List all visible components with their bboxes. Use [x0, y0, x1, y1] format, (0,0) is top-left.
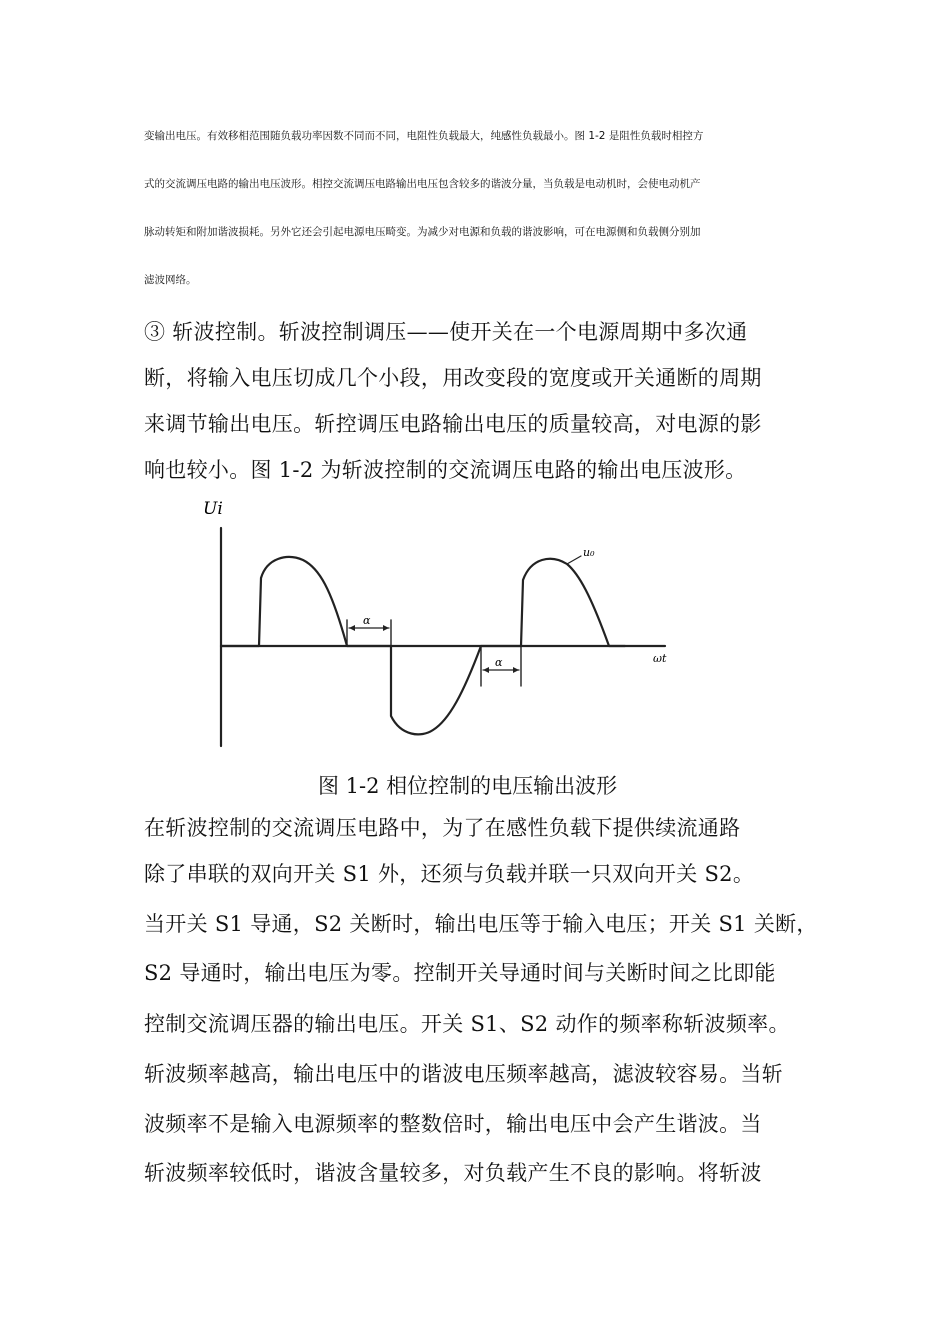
top-paragraph-line: 滤波网络。 [144, 274, 197, 286]
arrow-head [349, 625, 355, 631]
arrow-head [513, 667, 519, 673]
figure-caption: 图 1-2 相位控制的电压输出波形 [318, 774, 618, 798]
body-paragraph-line: 控制交流调压器的输出电压。开关 S1、S2 动作的频率称斩波频率。 [144, 1012, 790, 1036]
top-paragraph-line: 脉动转矩和附加谐波损耗。另外它还会引起电源电压畸变。为减少对电源和负载的谐波影响，可在电源侧和负载侧分别加 [144, 226, 701, 238]
y-axis-label: Ui [203, 499, 223, 519]
arrow-head [483, 667, 489, 673]
curve-label-leader [567, 556, 581, 564]
body-paragraph-line: 在斩波控制的交流调压电路中，为了在感性负载下提供续流通路 [144, 816, 741, 840]
top-paragraph [144, 112, 824, 304]
x-axis-label: ωt [653, 652, 667, 665]
chopper-paragraph-line: 来调节输出电压。斩控调压电路输出电压的质量较高，对电源的影 [144, 412, 762, 436]
body-paragraph-line: 斩波频率越高，输出电压中的谐波电压频率越高，滤波较容易。当斩 [144, 1062, 783, 1086]
chopper-paragraph-line: 断，将输入电压切成几个小段，用改变段的宽度或开关通断的周期 [144, 366, 762, 390]
body-paragraph-line: 除了串联的双向开关 S1 外，还须与负载并联一只双向开关 S2。 [144, 862, 755, 886]
body-paragraph-line: 波频率不是输入电源频率的整数倍时，输出电压中会产生谐波。当 [144, 1112, 762, 1136]
alpha-label: α [495, 656, 503, 669]
top-paragraph-line: 变输出电压。有效移相范围随负载功率因数不同而不同，电阻性负载最大，纯感性负载最小。图 1-2 是阻性负载时相控方 [144, 130, 704, 142]
body-paragraph-line: S2 导通时，输出电压为零。控制开关导通时间与关断时间之比即能 [144, 961, 776, 985]
body-paragraph-line: 斩波频率较低时，谐波含量较多，对负载产生不良的影响。将斩波 [144, 1161, 762, 1185]
body-paragraph-line: 当开关 S1 导通，S2 关断时，输出电压等于输入电压；开关 S1 关断， [144, 912, 818, 936]
top-paragraph-line: 式的交流调压电路的输出电压波形。相控交流调压电路输出电压包含较多的谐波分量，当负载是电动机时，会使电动机产 [144, 178, 701, 190]
chopper-paragraph-line: ③ 斩波控制。斩波控制调压——使开关在一个电源周期中多次通 [144, 320, 748, 344]
chopper-paragraph-line: 响也较小。图 1-2 为斩波控制的交流调压电路的输出电压波形。 [144, 458, 747, 482]
waveform-figure [195, 498, 665, 753]
arrow-head [383, 625, 389, 631]
alpha-label: α [363, 614, 371, 627]
curve-label: u₀ [583, 546, 595, 559]
